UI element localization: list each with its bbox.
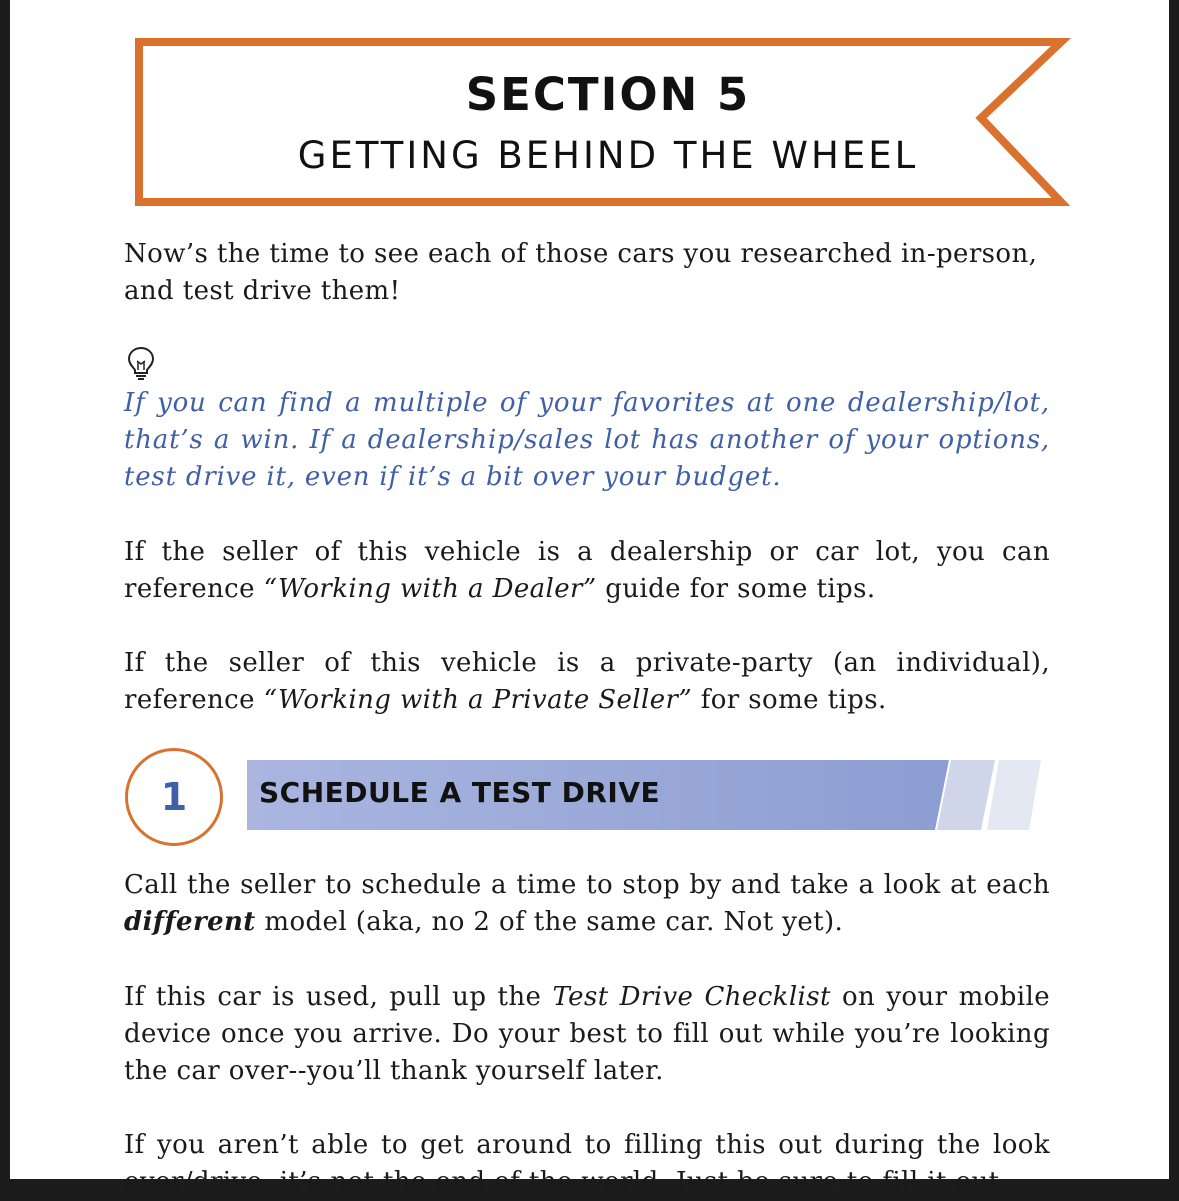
private-text-end: for some tips.: [692, 685, 887, 715]
step1-text-end: model (aka, no 2 of the same car. Not yet).: [255, 907, 844, 937]
step1-text: Call the seller to schedule a time to stop by and take a look at each: [124, 870, 1050, 900]
dealer-text: If the seller of this vehicle is a dealership or car lot, you can reference: [124, 537, 1050, 604]
private-seller-paragraph: [124, 645, 1050, 719]
section-title: SECTION 5: [465, 68, 751, 121]
banner-frame: [128, 30, 1068, 214]
step-heading: SCHEDULE A TEST DRIVE: [259, 776, 661, 809]
step-paragraph-1: [124, 867, 1050, 941]
step2-text: If this car is used, pull up the: [124, 982, 553, 1012]
section-banner: [128, 30, 1068, 214]
step-paragraph-2: [124, 979, 1050, 1090]
lightbulb-icon: [126, 346, 156, 386]
test-drive-checklist-link: Test Drive Checklist: [552, 982, 831, 1012]
intro-paragraph: Now’s the time to see each of those cars you researched in-person, and test drive them!: [124, 239, 1038, 306]
step1-emphasis: different: [124, 907, 256, 937]
step2-text-end: on your mobile device once you arrive. Do your best to fill out while you’re looking the car over--you’ll thank yourself later.: [124, 982, 1050, 1086]
dealer-guide-link: “Working with a Dealer”: [263, 574, 597, 604]
step-paragraph-3: If you aren’t able to get around to filling this out during the look over/drive, it’s not the end of the world. Just be sure to fill it out: [124, 1130, 1050, 1197]
document-page: [10, 0, 1169, 1197]
tip-paragraph: If you can find a multiple of your favorites at one dealership/lot, that’s a win. If a dealership/sales lot has another of your options, test drive it, even if it’s a bit over your budget.: [124, 388, 1050, 492]
dealer-paragraph: [124, 534, 1050, 608]
dealer-text-end: guide for some tips.: [596, 574, 876, 604]
section-subtitle: GETTING BEHIND THE WHEEL: [297, 134, 919, 177]
private-seller-guide-link: “Working with a Private Seller”: [263, 685, 693, 715]
step-number-badge: 1: [125, 748, 223, 846]
private-text: If the seller of this vehicle is a private-party (an individual), reference: [124, 648, 1050, 715]
